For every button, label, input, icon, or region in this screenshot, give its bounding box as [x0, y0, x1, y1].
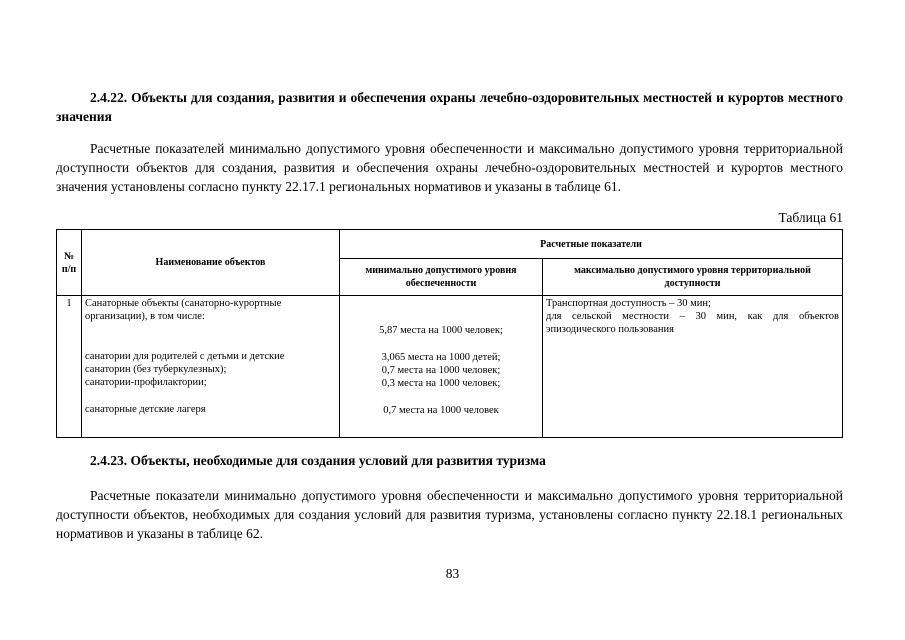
- min-line: 0,3 места на 1000 человек;: [381, 378, 501, 389]
- name-line: санатории-профилактории;: [85, 377, 207, 388]
- header-group: Расчетные показатели: [340, 230, 843, 259]
- section-heading-2-4-22: [56, 88, 843, 126]
- min-line: 5,87 места на 1000 человек;: [379, 325, 503, 336]
- max-line: Транспортная доступность – 30 мин;: [546, 298, 711, 309]
- name-line: санаторные детские лагеря: [85, 404, 206, 415]
- row-names: [82, 296, 340, 438]
- section-heading-text: 2.4.23. Объекты, необходимые для создания условий для развития туризма: [90, 453, 546, 468]
- section-heading-text: 2.4.22. Объекты для создания, развития и обеспечения охраны лечебно-оздоровительных местностей и курортов местного значения: [56, 90, 843, 124]
- header-min: минимально допустимого уровня обеспеченности: [340, 259, 543, 296]
- header-max: максимально допустимого уровня территориальной доступности: [543, 259, 843, 296]
- header-num: № п/п: [57, 230, 82, 296]
- min-line: 0,7 места на 1000 человек;: [381, 365, 501, 376]
- table-61: [56, 229, 843, 438]
- paragraph-text: Расчетные показателей минимально допустимого уровня обеспеченности и максимально допустимого уровня территориальной доступности объектов для создания, развития и обеспечения охраны лечебно-оздоровительных местностей и курортов местного значения установлены согласно пункту 22.17.1 региональных нормативов и указаны в таблице 61.: [56, 141, 843, 194]
- row-num: 1: [57, 296, 82, 438]
- name-line: Санаторные объекты (санаторно-курортные организации), в том числе:: [85, 298, 282, 322]
- table-label: Таблица 61: [778, 210, 843, 225]
- name-line: санаторин (без туберкулезных);: [85, 364, 227, 375]
- section-paragraph-2-4-23: [56, 486, 843, 543]
- row-max: [543, 296, 843, 438]
- row-mins: [340, 296, 543, 438]
- page-number: 83: [445, 566, 460, 581]
- table-row: [57, 296, 843, 438]
- min-line: 3,065 места на 1000 детей;: [381, 352, 501, 363]
- max-line: для сельской местности – 30 мин, как для объектов эпизодического пользования: [546, 311, 840, 335]
- name-line: санатории для родителей с детьми и детские: [85, 351, 285, 362]
- min-line: 0,7 места на 1000 человек: [383, 405, 499, 416]
- section-paragraph-2-4-22: [56, 139, 843, 196]
- header-name: Наименование объектов: [82, 230, 340, 296]
- section-heading-2-4-23: [56, 451, 843, 470]
- paragraph-text: Расчетные показатели минимально допустимого уровня обеспеченности и максимально допустимого уровня территориальной доступности объектов, необходимых для создания условий для развития туризма, установлены согласно пункту 22.18.1 региональных нормативов и указаны в таблице 62.: [56, 488, 843, 541]
- table-header-row-1: [57, 230, 843, 259]
